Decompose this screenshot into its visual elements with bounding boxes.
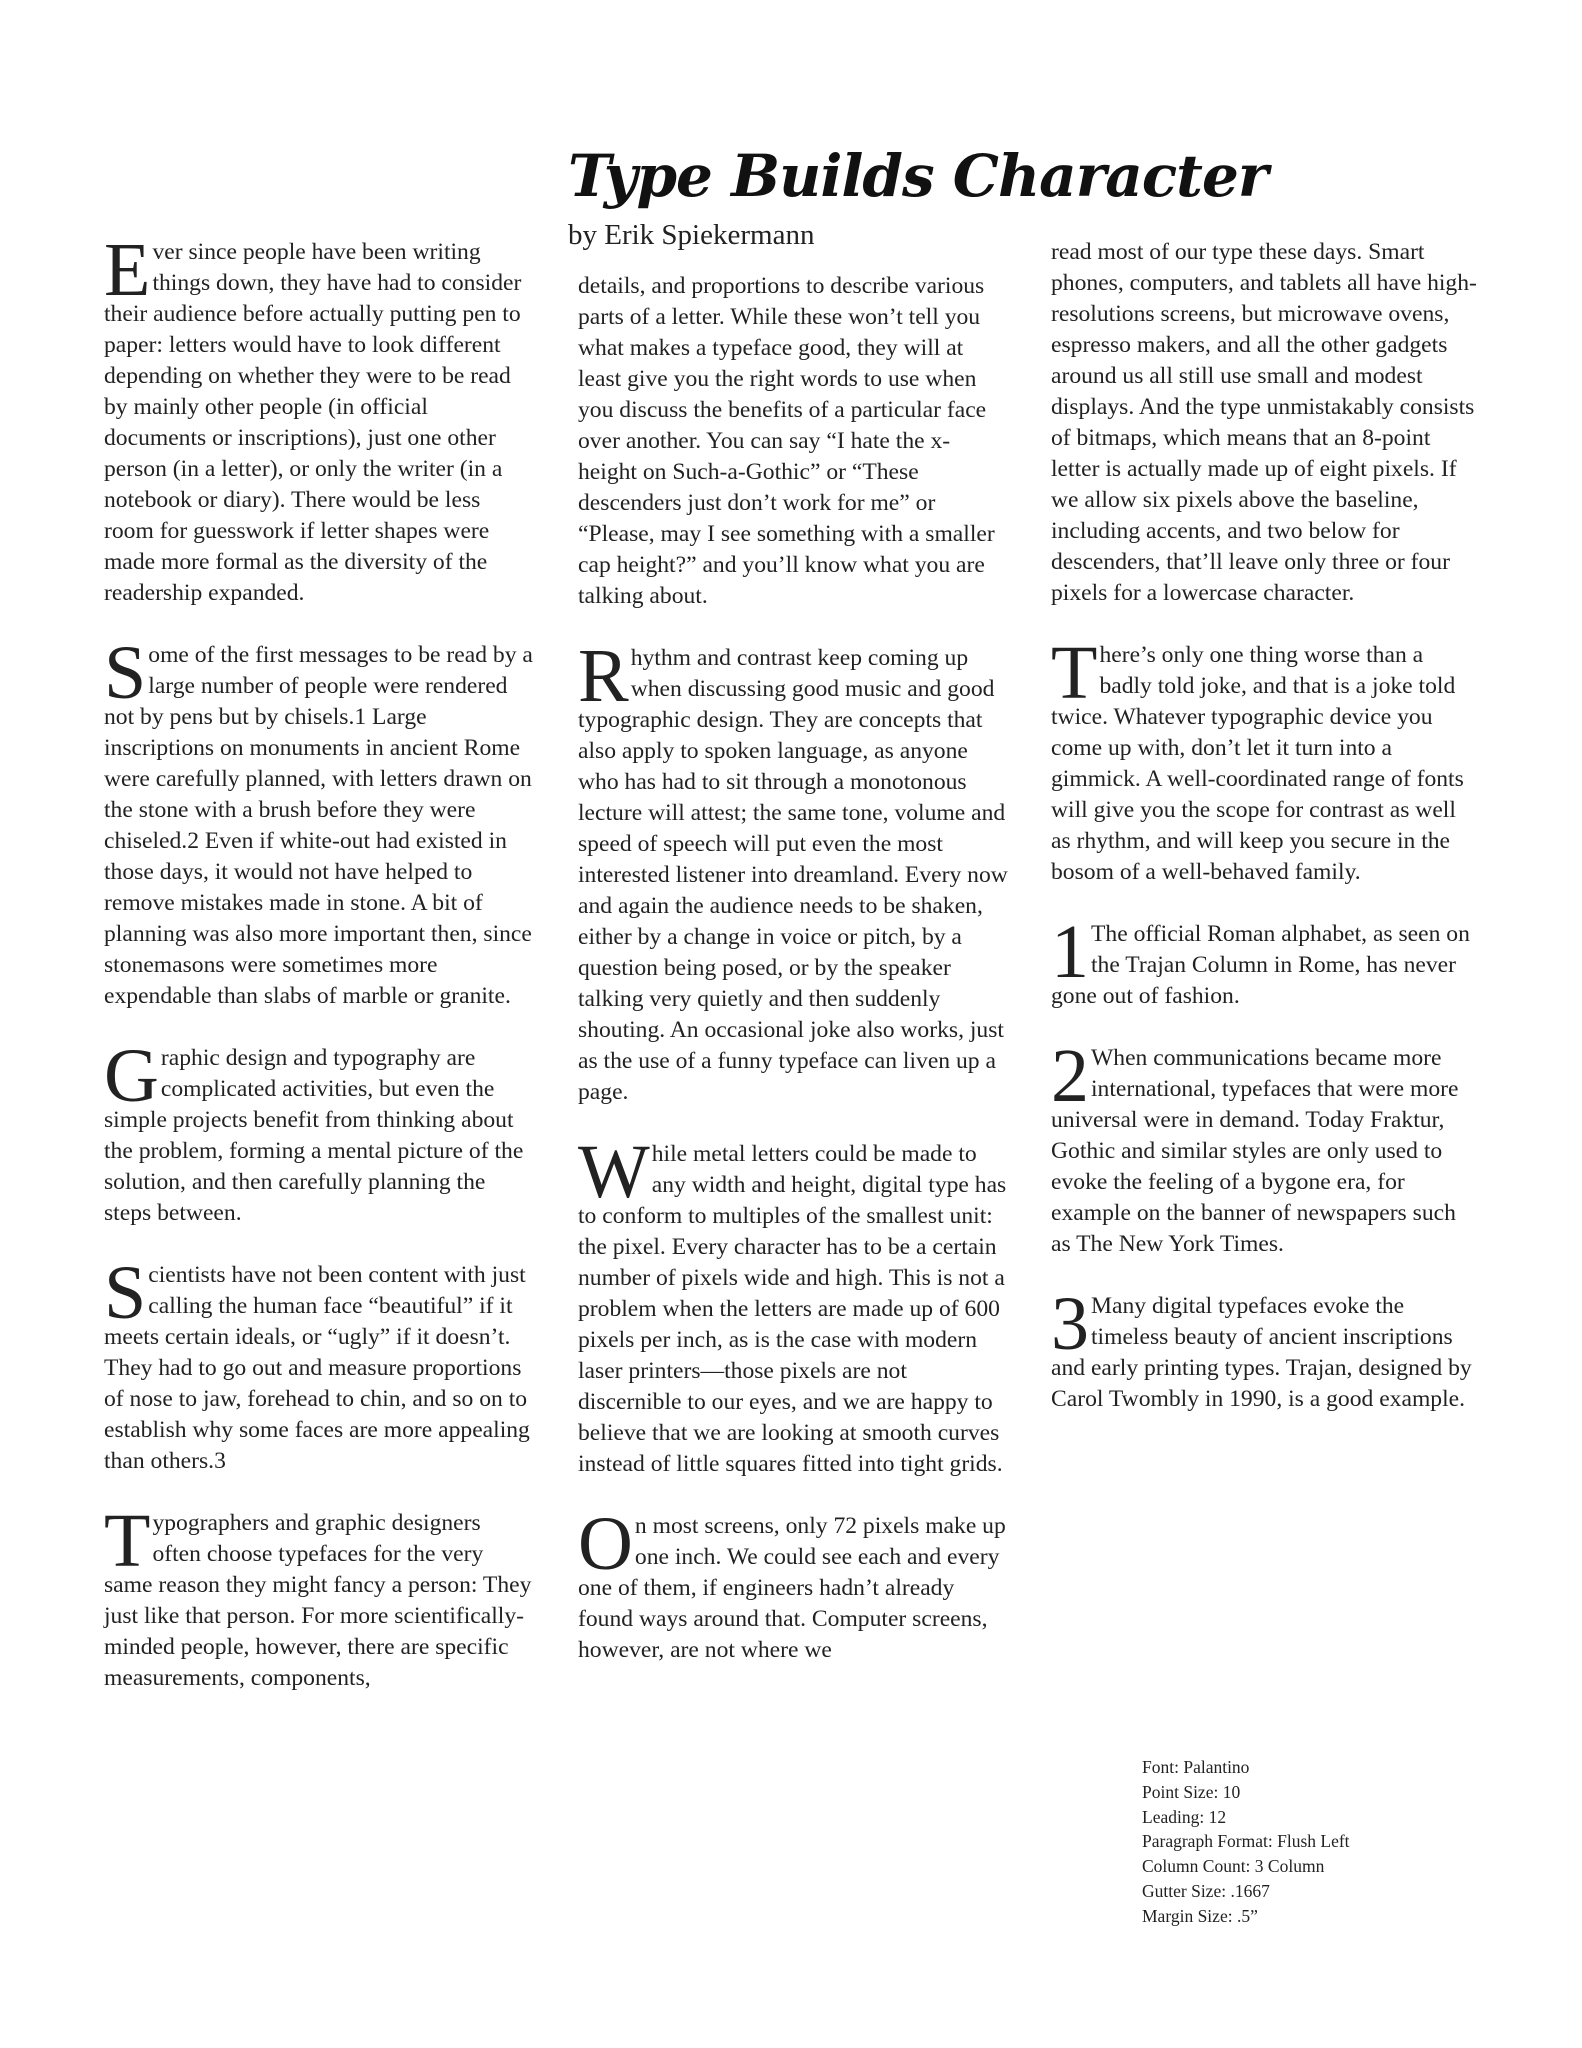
column-2 <box>578 271 1008 1697</box>
paragraph: While metal letters could be made to any width and height, digital type has to conform to multiples of the smallest unit: the pixel. Every character has to be a certain number of pixels wide and high. This is not a problem when the letters are made up of 600 pixels per inch, as is the case with modern laser printers—those pixels are not discernible to our eyes, and we are happy to believe that we are looking at smooth curves instead of little squares fitted into tight grids. <box>578 1130 1007 1477</box>
spec-paragraph-format: Paragraph Format: Flush Left <box>1142 1831 1350 1852</box>
paragraph: Rhythm and contrast keep coming up when discussing good music and good typographic design. They are concepts that also apply to spoken language, as anyone who has had to sit through a monotonous lecture will attest; the same tone, volume and speed of speech will put even the most interested listener into dreamland. Every now and again the audience needs to be shaken, either by a change in voice or pitch, by a question being posed, or by the speaker talking very quietly and then suddenly shouting. An occasional joke also works, just as the use of a funny typeface can liven up a page. <box>578 634 1008 1105</box>
paragraph: On most screens, only 72 pixels make up one inch. We could see each and every one of them, if engineers hadn’t already found ways around that. Computer screens, however, are not where we <box>578 1502 1006 1663</box>
paragraph: Scientists have not been content with just calling the human face “beautiful” if it meets certain ideals, or “ugly” if it doesn’t. They had to go out and measure proportions of nose to jaw, forehead to chin, and so on to establish why some faces are more appealing than others.3 <box>104 1251 530 1474</box>
paragraph-continued: details, and proportions to describe various parts of a letter. While these won’t tell you what makes a typeface good, they will at least give you the right words to use when you discuss the benefits of a particular face over another. You can say “I hate the x-height on Such-a-Gothic” or “These descenders just don’t work for me” or “Please, may I see something with a smaller cap height?” and you’ll know what you are talking about. <box>578 273 995 609</box>
column-1 <box>104 228 534 1725</box>
paragraph-continued: read most of our type these days. Smart phones, computers, and tablets all have high-resolutions screens, but microwave ovens, espresso makers, and all the other gadgets around us all still use small and modest displays. And the type unmistakably consists of bitmaps, which means that an 8-point letter is actually made up of eight pixels. If we allow six pixels above the baseline, including accents, and two below for descenders, that’ll leave only three or four pixels for a lowercase character. <box>1051 239 1477 606</box>
paragraph: Typographers and graphic designers often choose typefaces for the very same reason they might fancy a person: They just like that person. For more scientifically-minded people, however, there are specific measurements, components, <box>104 1499 532 1691</box>
footnote-1: 1The official Roman alphabet, as seen on the Trajan Column in Rome, has never gone out of fashion. <box>1051 910 1470 1009</box>
paragraph: There’s only one thing worse than a badly told joke, and that is a joke told twice. Whatever typographic device you come up with, don’t let it turn into a gimmick. A well-coordinated range of fonts will give you the scope for contrast as well as rhythm, and will keep you secure in the bosom of a well-behaved family. <box>1051 631 1464 885</box>
spec-gutter-size: Gutter Size: .1667 <box>1142 1880 1270 1901</box>
article-title: Type Builds Character <box>568 142 1268 210</box>
spec-font: Font: Palantino <box>1142 1757 1250 1777</box>
column-3 <box>1051 237 1481 1446</box>
byline: by Erik Spiekermann <box>568 219 815 251</box>
paragraph: Ever since people have been writing things down, they have had to consider their audience before actually putting pen to paper: letters would have to look different depending on whether they were to be read by mainly other people (in official documents or inscriptions), just one other person (in a letter), or only the writer (in a notebook or diary). There would be less room for guesswork if letter shapes were made more formal as the diversity of the readership expanded. <box>104 228 522 606</box>
paragraph: Graphic design and typography are complicated activities, but even the simple projects benefit from thinking about the problem, forming a mental picture of the solution, and then carefully planning the steps between. <box>104 1034 524 1226</box>
paragraph: Some of the first messages to be read by a large number of people were rendered not by pens but by chisels.1 Large inscriptions on monuments in ancient Rome were carefully planned, with letters drawn on the stone with a brush before they were chiseled.2 Even if white-out had existed in those days, it would not have helped to remove mistakes made in stone. A bit of planning was also more important then, since stonemasons were sometimes more expendable than slabs of marble or granite. <box>104 631 533 1009</box>
spec-margin-size: Margin Size: .5” <box>1142 1905 1258 1926</box>
spec-leading: Leading: 12 <box>1142 1806 1227 1827</box>
footnote-2: 2When communications became more international, typefaces that were more universal were in demand. Today Fraktur, Gothic and similar styles are only used to evoke the feeling of a bygone era, for example on the banner of newspapers such as The New York Times. <box>1051 1034 1459 1257</box>
footnote-3: 3Many digital typefaces evoke the timeless beauty of ancient inscriptions and early printing types. Trajan, designed by Carol Twombly in 1990, is a good example. <box>1051 1282 1472 1412</box>
spec-point-size: Point Size: 10 <box>1142 1781 1241 1802</box>
spec-column-count: Column Count: 3 Column <box>1142 1856 1325 1877</box>
typesetting-specs <box>1142 1755 1350 1929</box>
